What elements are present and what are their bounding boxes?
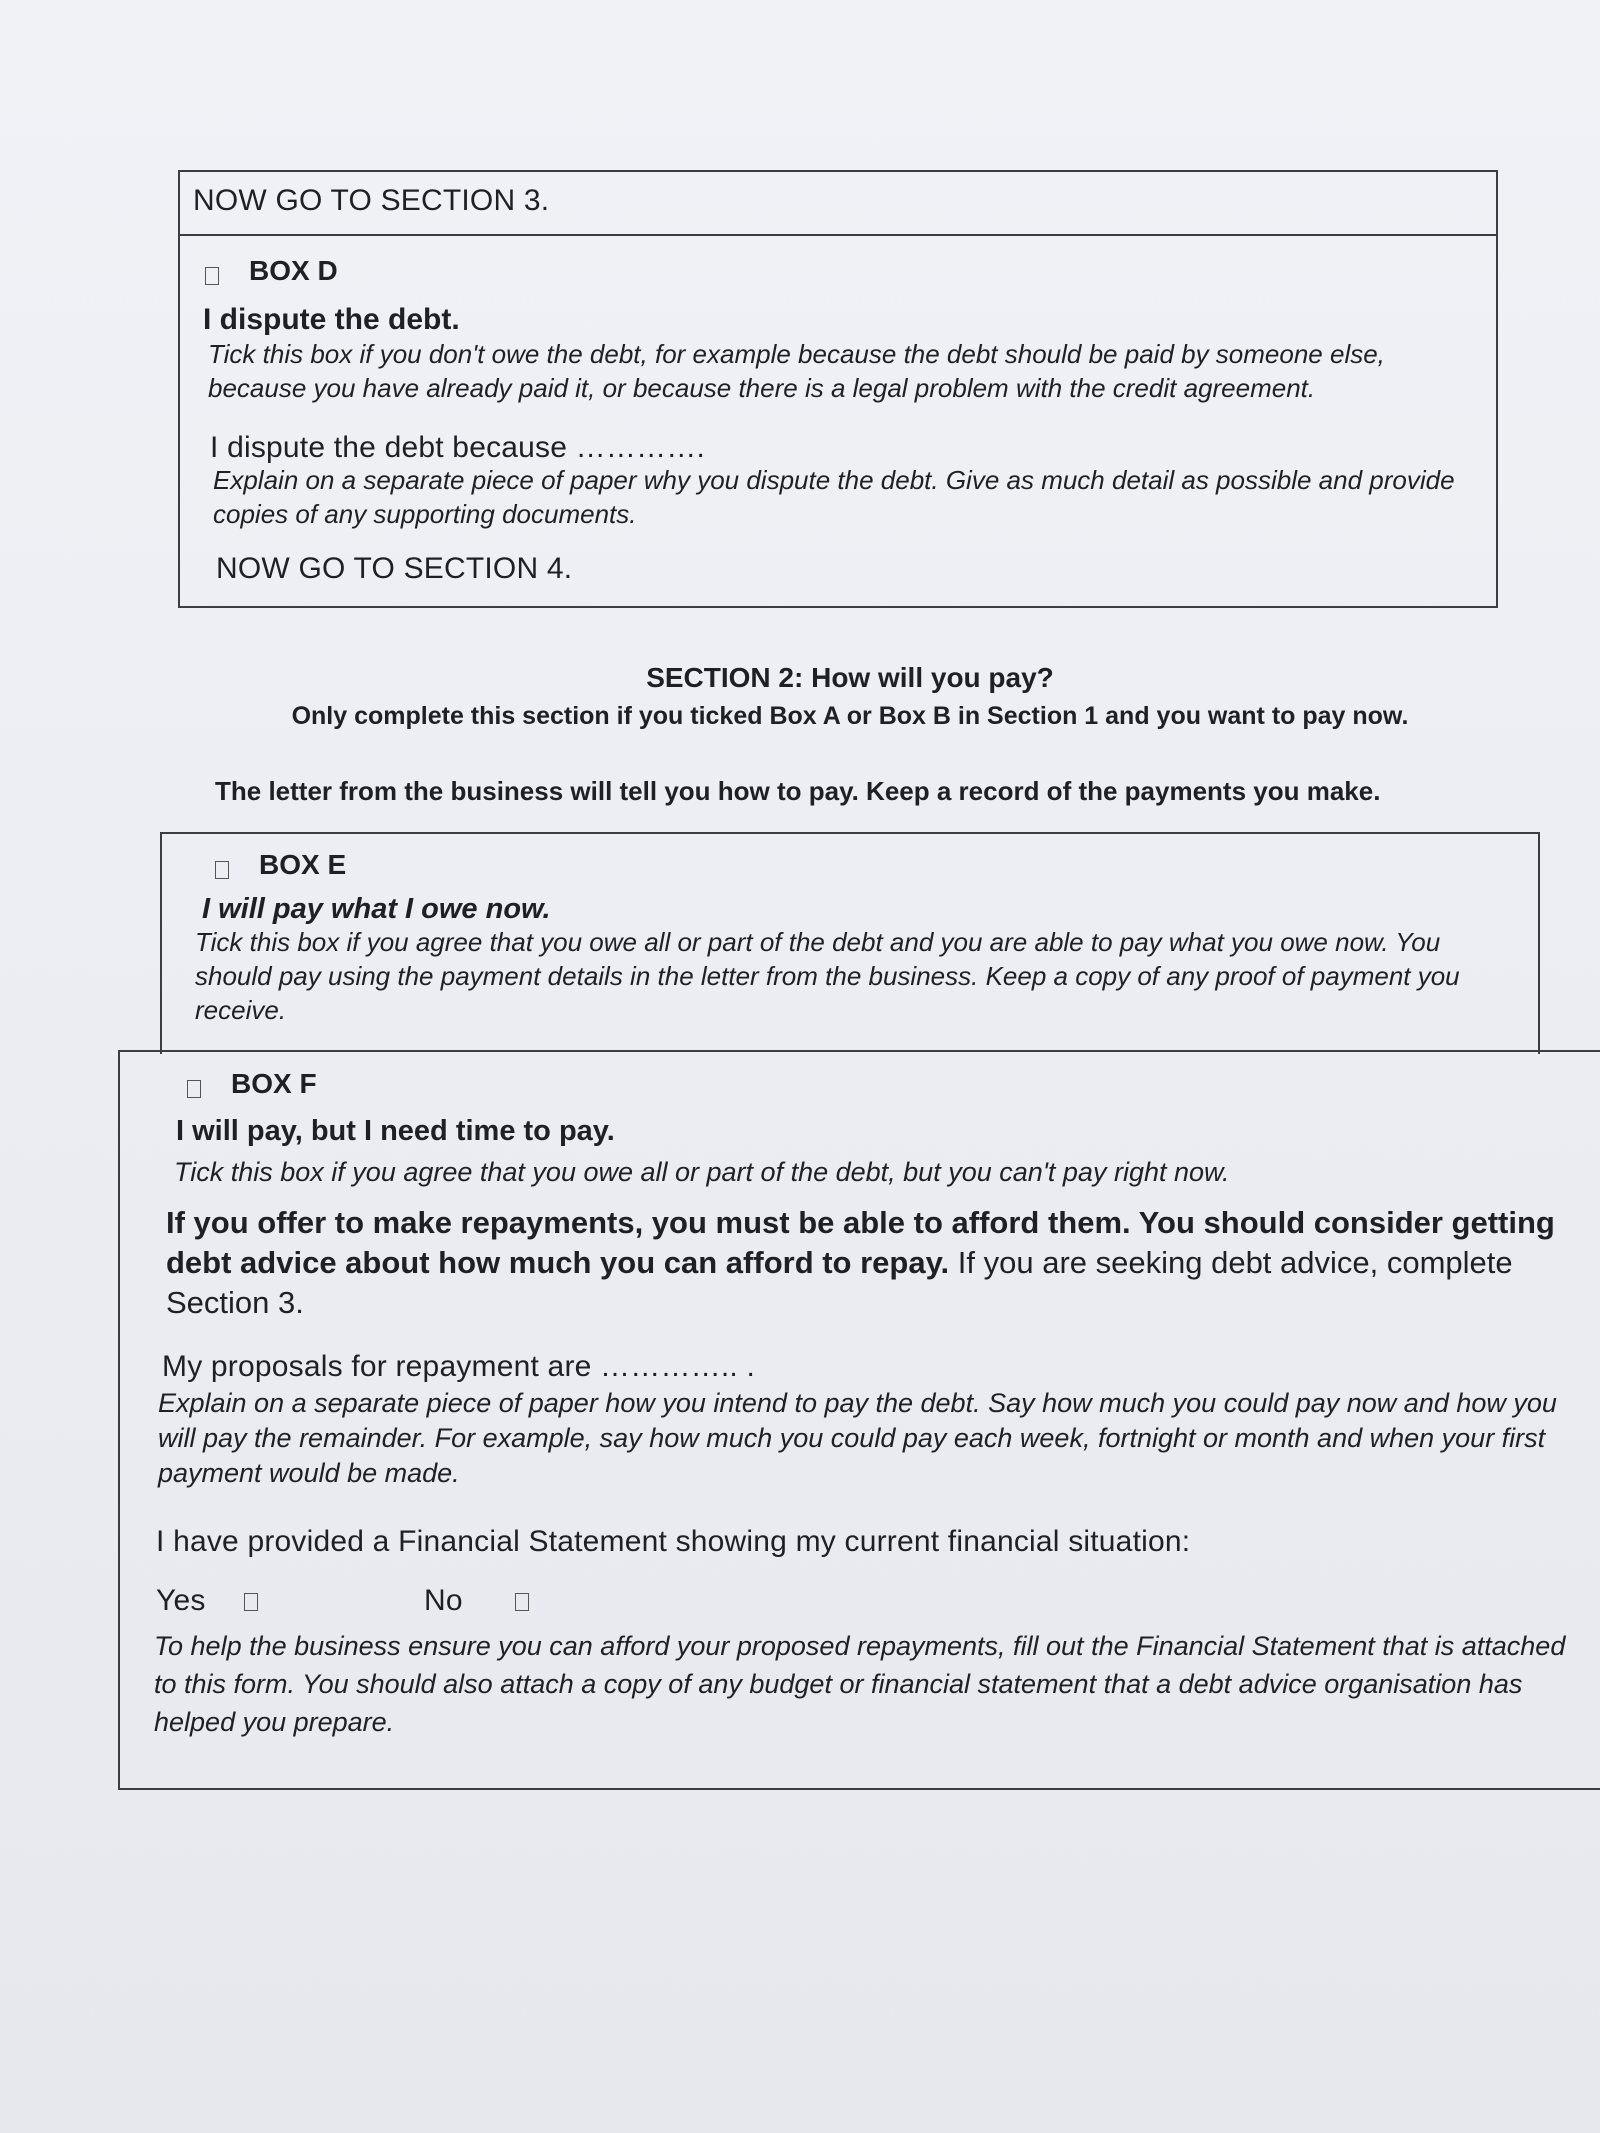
box-f-proposal-explain: Explain on a separate piece of paper how you intend to pay the debt. Say how much you could pay now and how you will pay the remainder. For example, say how much you could pay each week, fortnight or month and when your first payment would be made.	[158, 1388, 1557, 1488]
box-f-advice-plain: If you are seeking debt advice, complete Section 3.	[166, 1245, 1513, 1320]
no-checkbox[interactable]	[515, 1593, 529, 1611]
no-label: No	[424, 1584, 463, 1617]
box-d-label: BOX D	[249, 255, 338, 286]
box-d-next: NOW GO TO SECTION 4.	[216, 552, 573, 585]
yes-option[interactable]	[156, 1584, 288, 1618]
box-f-advice-bold: If you offer to make repayments, you must be able to afford them. You should consider getting debt advice about how much you can afford to repay.	[166, 1205, 1555, 1280]
box-d-title: I dispute the debt.	[203, 303, 460, 336]
go-to-section-3-text: NOW GO TO SECTION 3.	[193, 184, 550, 217]
box-f-statement-help: To help the business ensure you can afford your proposed repayments, fill out the Financial Statement that is attached to this form. You should also attach a copy of any budget or financial statement that a debt advice organisation has helped you prepare.	[154, 1631, 1566, 1737]
box-e-checkbox[interactable]	[215, 861, 229, 879]
box-d-header	[205, 255, 338, 287]
box-f-instruction: Tick this box if you agree that you owe all or part of the debt, but you can't pay right now.	[174, 1157, 1230, 1187]
box-e-title: I will pay what I owe now.	[202, 893, 551, 925]
yes-checkbox[interactable]	[244, 1593, 258, 1611]
box-d-checkbox[interactable]	[205, 267, 219, 285]
box-e-instruction: Tick this box if you agree that you owe all or part of the debt and you are able to pay what you owe now. You should pay using the payment details in the letter from the business. Keep a copy of any proof of payment you receive.	[195, 927, 1460, 1025]
section-2-heading: SECTION 2: How will you pay?	[646, 662, 1054, 693]
box-f-proposal-prompt: My proposals for repayment are ………….. .	[162, 1350, 755, 1383]
box-f-label: BOX F	[231, 1068, 317, 1099]
no-option[interactable]	[424, 1584, 559, 1618]
box-d-explain: Explain on a separate piece of paper why you dispute the debt. Give as much detail as possible and provide copies of any supporting documents.	[213, 465, 1455, 529]
box-e-header	[215, 849, 346, 881]
box-f-statement-question: I have provided a Financial Statement showing my current financial situation:	[156, 1525, 1191, 1558]
box-f-title: I will pay, but I need time to pay.	[176, 1115, 615, 1147]
box-f-advice	[166, 1203, 1576, 1323]
box-d-instruction: Tick this box if you don't owe the debt, for example because the debt should be paid by someone else, because you have already paid it, or because there is a legal problem with the credit agreement.	[208, 339, 1385, 403]
box-f-header	[187, 1068, 317, 1100]
box-f-checkbox[interactable]	[187, 1080, 201, 1098]
section-2-note: The letter from the business will tell you how to pay. Keep a record of the payments you make.	[215, 776, 1381, 806]
section-2-subheading: Only complete this section if you ticked Box A or Box B in Section 1 and you want to pay now.	[291, 702, 1409, 730]
yes-label: Yes	[156, 1584, 206, 1617]
box-d-prompt: I dispute the debt because ………….	[210, 431, 705, 464]
box-e-label: BOX E	[259, 849, 347, 880]
